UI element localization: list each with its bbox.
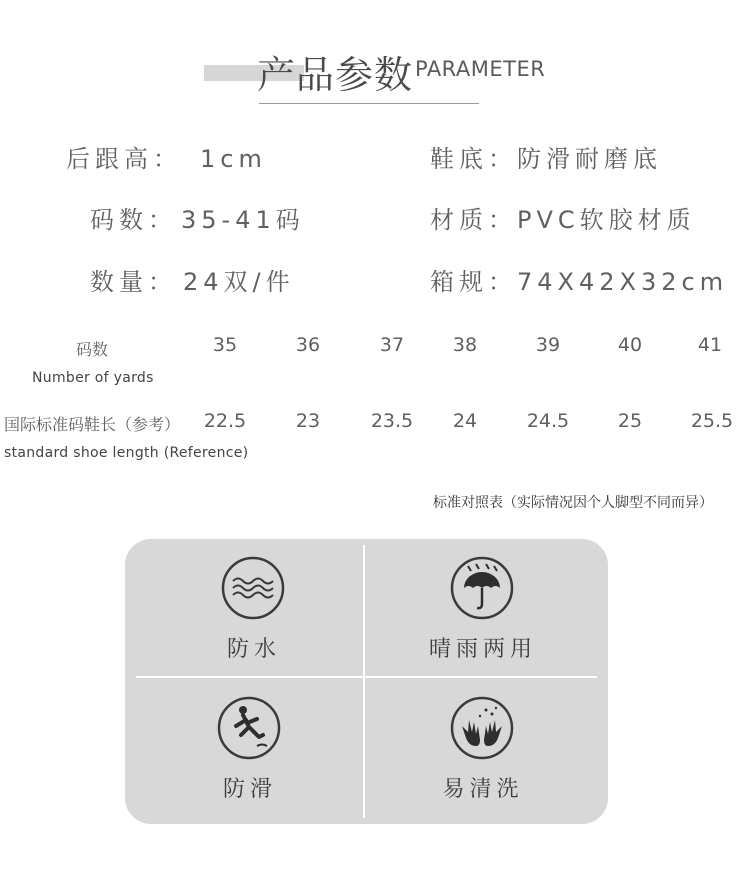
page-title: 产品参数 xyxy=(257,53,414,97)
spec-quantity xyxy=(90,262,295,297)
spec-value: 24双/件 xyxy=(183,268,295,296)
spec-value: 1cm xyxy=(200,145,267,173)
size-label-en: Number of yards xyxy=(32,370,154,386)
spec-label: 后跟高： xyxy=(66,145,182,173)
spec-heel-height xyxy=(66,139,267,174)
spec-label: 鞋底： xyxy=(430,145,517,173)
size-cell: 36 xyxy=(295,334,321,356)
spec-material xyxy=(430,200,696,235)
length-label-en: standard shoe length (Reference) xyxy=(4,445,249,461)
feature-label-rain-or-shine: 晴雨两用 xyxy=(428,637,537,662)
feature-label-waterproof: 防水 xyxy=(226,637,281,662)
size-cell: 40 xyxy=(617,334,643,356)
length-cell: 23 xyxy=(295,410,321,432)
length-cell: 25 xyxy=(617,410,643,432)
length-cell: 24 xyxy=(452,410,478,432)
spec-carton xyxy=(430,262,728,297)
spec-value: PVC软胶材质 xyxy=(517,206,696,234)
spec-label: 箱规： xyxy=(430,268,517,296)
size-table-note: 标准对照表（实际情况因个人脚型不同而异） xyxy=(433,495,713,511)
feature-label-easy-clean: 易清洗 xyxy=(442,777,524,802)
spec-value: 35-41码 xyxy=(181,206,305,234)
size-label-cn: 码数 xyxy=(76,340,109,359)
spec-size-range xyxy=(90,200,305,235)
length-cell: 25.5 xyxy=(690,410,734,432)
size-cell: 38 xyxy=(452,334,478,356)
feature-label-anti-slip: 防滑 xyxy=(222,777,277,802)
length-cell: 23.5 xyxy=(370,410,414,432)
page-title-en: PARAMETER xyxy=(415,57,546,81)
length-cell: 22.5 xyxy=(203,410,247,432)
spec-label: 数量： xyxy=(90,268,177,296)
panel-divider-vertical xyxy=(363,545,365,818)
washing-hands-icon xyxy=(450,696,514,760)
size-cell: 35 xyxy=(212,334,238,356)
spec-value: 防滑耐磨底 xyxy=(517,145,662,173)
size-cell: 41 xyxy=(697,334,723,356)
slipping-person-icon xyxy=(217,696,281,760)
spec-sole xyxy=(430,139,662,174)
spec-label: 码数： xyxy=(90,206,177,234)
waves-icon xyxy=(221,556,285,620)
length-label-cn: 国际标准码鞋长（参考） xyxy=(4,415,181,434)
size-cell: 37 xyxy=(379,334,405,356)
spec-label: 材质： xyxy=(430,206,517,234)
size-cell: 39 xyxy=(535,334,561,356)
umbrella-icon xyxy=(450,556,514,620)
panel-divider-horizontal xyxy=(136,676,597,678)
length-cell: 24.5 xyxy=(526,410,570,432)
spec-value: 74X42X32cm xyxy=(517,268,729,296)
title-underline xyxy=(259,103,479,104)
